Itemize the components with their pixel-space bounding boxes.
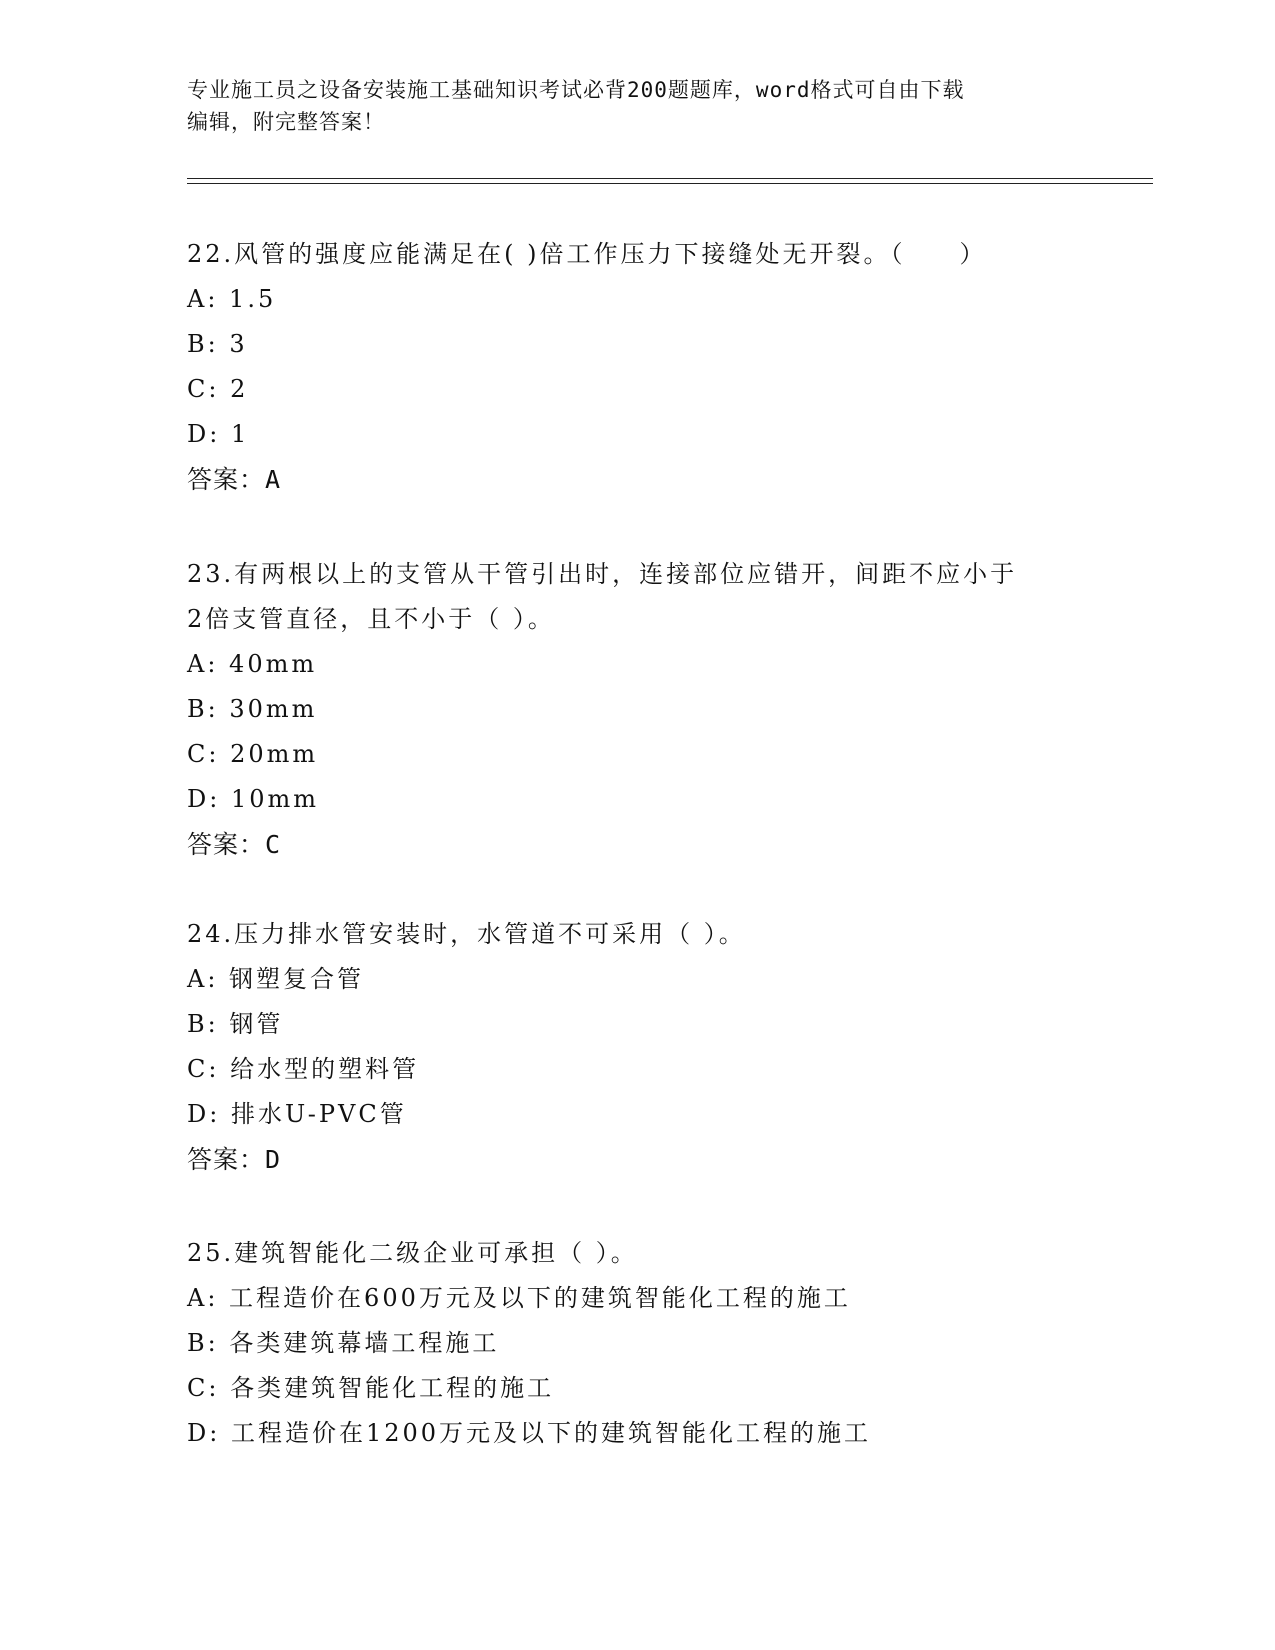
option-c: C: 各类建筑智能化工程的施工 <box>187 1374 555 1402</box>
option-c: C: 20mm <box>187 740 319 768</box>
answer-text: 答案：C <box>187 830 282 859</box>
option-d: D: 排水U-PVC管 <box>187 1100 407 1128</box>
question-23 <box>187 552 1087 867</box>
option-c: C: 2 <box>187 375 249 403</box>
question-25 <box>187 1231 1087 1456</box>
question-22 <box>187 232 1087 502</box>
answer-text: 答案：D <box>187 1145 282 1174</box>
answer-text: 答案：A <box>187 465 282 494</box>
option-b: B: 钢管 <box>187 1010 284 1038</box>
option-a: A: 工程造价在600万元及以下的建筑智能化工程的施工 <box>187 1284 851 1312</box>
question-stem: 24.压力排水管安装时，水管道不可采用（ ）。 <box>187 920 746 948</box>
option-b: B: 30mm <box>187 695 318 723</box>
header-divider-bottom <box>187 183 1153 184</box>
question-stem: 22.风管的强度应能满足在( )倍工作压力下接缝处无开裂。（ ） <box>187 240 987 268</box>
option-a: A: 1.5 <box>187 285 277 313</box>
option-b: B: 各类建筑幕墙工程施工 <box>187 1329 500 1357</box>
question-24 <box>187 912 1087 1182</box>
option-b: B: 3 <box>187 330 248 358</box>
header-divider-top <box>187 178 1153 179</box>
option-a: A: 钢塑复合管 <box>187 965 365 993</box>
header-line-1: 专业施工员之设备安装施工基础知识考试必背200题题库，word格式可自由下载 <box>187 78 965 102</box>
option-a: A: 40mm <box>187 650 318 678</box>
question-stem-line-2: 2倍支管直径，且不小于（ ）。 <box>187 605 555 633</box>
question-stem: 25.建筑智能化二级企业可承担（ ）。 <box>187 1239 638 1267</box>
option-d: D: 10mm <box>187 785 320 813</box>
document-header <box>187 74 1087 138</box>
option-c: C: 给水型的塑料管 <box>187 1055 420 1083</box>
header-line-2: 编辑，附完整答案！ <box>187 110 385 134</box>
option-d: D: 1 <box>187 420 250 448</box>
question-stem-line-1: 23.有两根以上的支管从干管引出时，连接部位应错开，间距不应小于 <box>187 560 1018 588</box>
option-d: D: 工程造价在1200万元及以下的建筑智能化工程的施工 <box>187 1419 872 1447</box>
